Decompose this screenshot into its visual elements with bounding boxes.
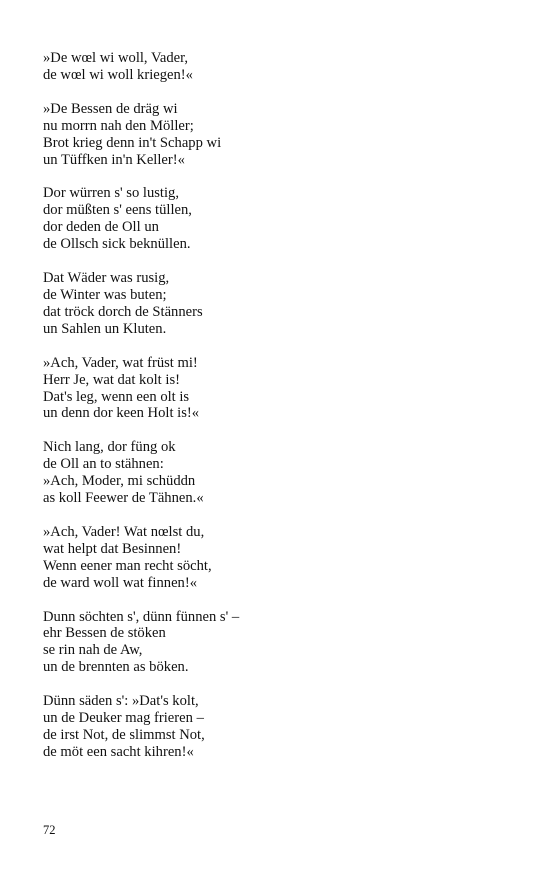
stanza-7: [43, 524, 503, 592]
verse-line: un de Deuker mag frieren –: [43, 710, 204, 727]
verse-line: Dor würren s' so lustig,: [43, 185, 179, 202]
verse-line: »Ach, Vader, wat früst mi!: [43, 354, 198, 371]
verse-line: Nich lang, dor füng ok: [43, 439, 176, 456]
verse-line: de ward woll wat finnen!«: [43, 574, 197, 591]
verse-line: nu morrn nah den Möller;: [43, 117, 194, 134]
verse-line: un Sahlen un Kluten.: [43, 320, 167, 337]
verse-line: un Tüffken in'n Keller!«: [43, 151, 185, 168]
stanza-1: [43, 50, 503, 84]
verse-line: de Oll an to stähnen:: [43, 456, 164, 473]
verse-line: Brot krieg denn in't Schapp wi: [43, 134, 222, 151]
verse-line: de möt een sacht kihren!«: [43, 743, 194, 760]
verse-line: »De Bessen de dräg wi: [43, 100, 178, 117]
stanza-4: [43, 270, 503, 338]
verse-line: Dünn säden s': »Dat's kolt,: [43, 693, 199, 710]
verse-line: de irst Not, de slimmst Not,: [43, 727, 205, 743]
verse-line: Dat's leg, wenn een olt is: [43, 388, 190, 405]
verse-line: de Winter was buten;: [43, 286, 167, 303]
verse-line: dat tröck dorch de Stänners: [43, 303, 203, 320]
verse-line: Herr Je, wat dat kolt is!: [43, 371, 180, 388]
verse-line: de Ollsch sick beknüllen.: [43, 236, 191, 253]
stanza-9: [43, 693, 503, 761]
verse-line: un de brennten as böken.: [43, 659, 189, 676]
verse-line: un denn dor keen Holt is!«: [43, 405, 200, 422]
stanza-8: [43, 609, 503, 677]
stanza-3: [43, 185, 503, 253]
verse-line: »Ach, Moder, mi schüddn: [43, 473, 196, 490]
poem-body: [43, 50, 503, 778]
verse-line: dor müßten s' eens tüllen,: [43, 202, 192, 219]
verse-line: dor deden de Oll un: [43, 219, 159, 236]
verse-line: as koll Feewer de Tähnen.«: [43, 490, 204, 507]
verse-line: ehr Bessen de stöken: [43, 625, 166, 642]
verse-line: Dat Wäder was rusig,: [43, 270, 170, 287]
verse-line: se rin nah de Aw,: [43, 642, 143, 659]
verse-line: de wœl wi woll kriegen!«: [43, 66, 193, 83]
verse-line: Dunn söchten s', dünn fünnen s' –: [43, 608, 240, 625]
page-number: 72: [43, 823, 56, 837]
stanza-6: [43, 439, 503, 507]
verse-line: Wenn eener man recht söcht,: [43, 557, 212, 574]
verse-line: wat helpt dat Besinnen!: [43, 540, 182, 557]
verse-line: »Ach, Vader! Wat nœlst du,: [43, 523, 205, 540]
verse-line: »De wœl wi woll, Vader,: [43, 50, 189, 66]
stanza-5: [43, 355, 503, 423]
stanza-2: [43, 101, 503, 169]
